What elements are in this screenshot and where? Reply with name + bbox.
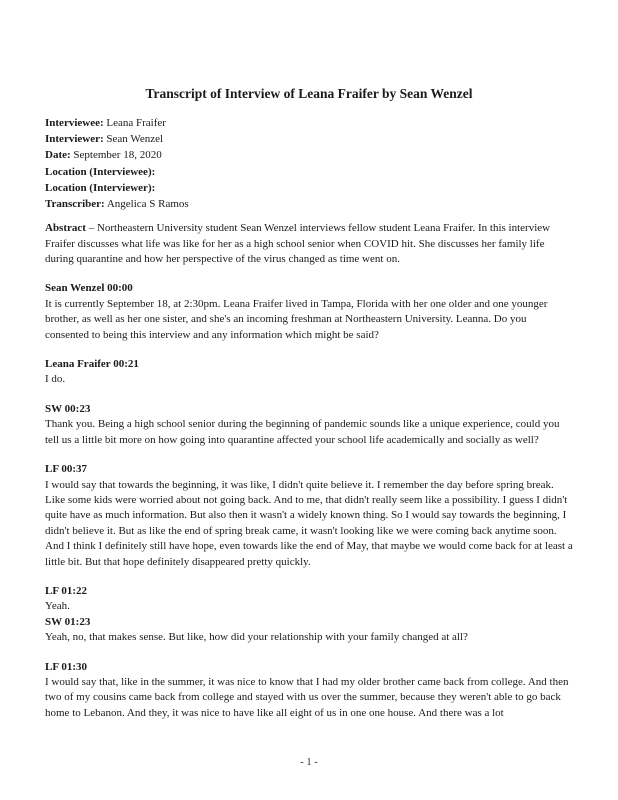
metadata-label: Interviewer: [45, 133, 104, 146]
speech-paragraph: I do. [45, 373, 66, 386]
metadata-row-location-interviewer [45, 180, 573, 196]
speaker-heading: Leana Fraifer 00:21 [45, 358, 139, 371]
speaker-heading: LF 01:22 [45, 584, 88, 597]
metadata-value: Angelica S Ramos [106, 198, 189, 211]
speech-paragraph: Yeah, no, that makes sense. But like, how did your relationship with your family changed at all? [45, 631, 468, 644]
metadata-label: Transcriber: [45, 198, 105, 211]
metadata-row-interviewee [45, 115, 573, 131]
speech-paragraph: It is currently September 18, at 2:30pm. Leana Fraifer lived in Tampa, Florida with her one older and one younger brother, as well as her one sister, and she's an incoming freshman at Northeastern University. Leanna. Do you consented to being this interview and any information which might be said? [45, 297, 548, 341]
speech-paragraph: I would say that, like in the summer, it was nice to know that I had my older brother came back from college. And then two of my cousins came back from college and stayed with us over the summer, because they weren't able to go back home to Lebanon. And they, it was nice to have like all eight of us in one one house. And there was a lot [45, 675, 569, 719]
speech-paragraph: Thank you. Being a high school senior during the beginning of pandemic sounds like a unique experience, could you tell us a little bit more on how going into quarantine affected your school life academically and socially as well? [45, 418, 560, 446]
metadata-label: Location (Interviewee): [45, 165, 156, 178]
abstract-text: – Northeastern University student Sean Wenzel interviews fellow student Leana Fraifer. In this interview Fraifer discusses what life was like for her as a high school senior when COVID hit. She discusses her family life during quarantine and how her perspective of the virus changed as time went on. [45, 222, 551, 266]
transcript-block [45, 281, 573, 343]
metadata-value: September 18, 2020 [73, 149, 162, 162]
abstract-label: Abstract [45, 222, 86, 235]
transcript-block [45, 357, 573, 388]
transcript-block [45, 584, 573, 615]
transcript-block [45, 402, 573, 448]
metadata-row-date [45, 147, 573, 163]
metadata-value: Leana Fraifer [106, 117, 166, 129]
metadata-row-transcriber [45, 196, 573, 212]
transcript-block [45, 615, 573, 646]
speaker-heading: LF 01:30 [45, 660, 88, 673]
metadata-row-location-interviewee [45, 164, 573, 180]
speech-paragraph: I would say that towards the beginning, it was like, I didn't quite believe it. I remember the day before spring break. Like some kids were worried about not going back. And to me, that didn't really seem like a possibility. I guess I didn't quite have as much information. But also then it wasn't a widely known thing. So I would say towards the beginning, I didn't believe it. But as like the end of spring break came, it wasn't looking like we were coming back anytime soon. And I think I definitely still have hope, even towards like the end of May, that maybe we would come back for at least a little bit. But that hope definitely disappeared pretty quickly. [45, 478, 573, 568]
transcript-block [45, 462, 573, 570]
metadata-value: Sean Wenzel [106, 133, 164, 146]
speaker-heading: SW 01:23 [45, 615, 91, 628]
speech-paragraph: Yeah. [45, 600, 70, 613]
abstract-paragraph [45, 221, 573, 267]
metadata-label: Location (Interviewer): [45, 181, 156, 194]
metadata-label: Interviewee: [45, 117, 104, 129]
transcript-block [45, 660, 573, 722]
speaker-heading: LF 00:37 [45, 463, 88, 476]
document-title: Transcript of Interview of Leana Fraifer by Sean Wenzel [145, 86, 473, 101]
speaker-heading: SW 00:23 [45, 402, 91, 415]
metadata-row-interviewer [45, 131, 573, 147]
page-number-footer: - 1 - [300, 756, 318, 768]
speaker-heading: Sean Wenzel 00:00 [45, 282, 133, 295]
metadata-label: Date: [45, 149, 71, 162]
metadata-list [45, 115, 573, 212]
